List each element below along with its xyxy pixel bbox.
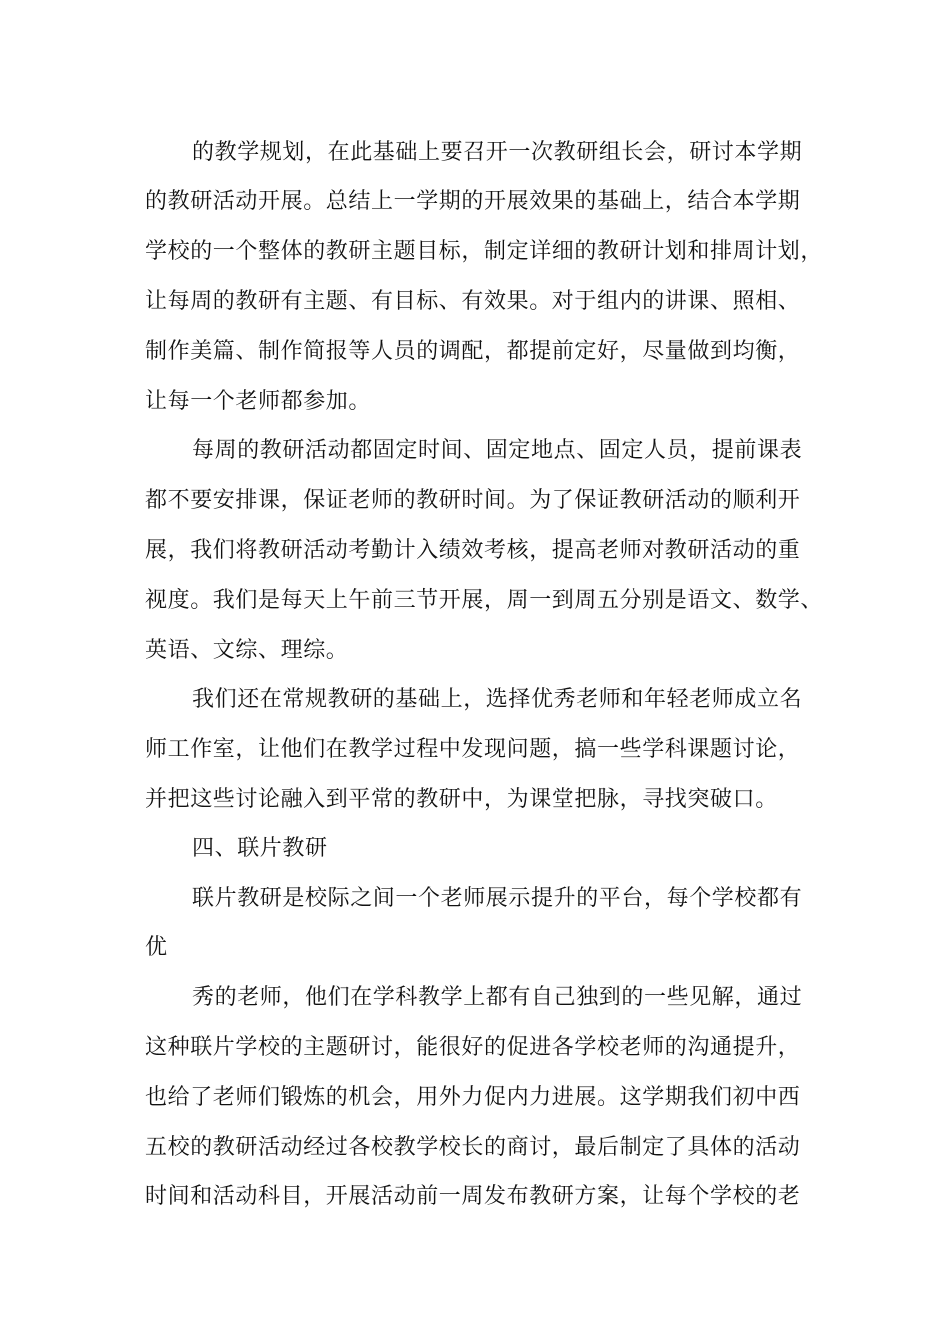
text-line: 视度。我们是每天上午前三节开展，周一到周五分别是语文、数学、 — [145, 588, 824, 613]
text-line: 这种联片学校的主题研讨，能很好的促进各学校老师的沟通提升， — [145, 1035, 801, 1060]
text-line: 时间和活动科目，开展活动前一周发布教研方案，让每个学校的老 — [145, 1184, 801, 1209]
text-line: 师工作室，让他们在教学过程中发现问题，搞一些学科课题讨论， — [145, 737, 801, 762]
text-line: 英语、文综、理综。 — [145, 638, 349, 663]
section-heading: 四、联片教研 — [192, 836, 328, 861]
text-line: 五校的教研活动经过各校教学校长的商讨，最后制定了具体的活动 — [145, 1135, 801, 1160]
text-line: 秀的老师，他们在学科教学上都有自己独到的一些见解，通过 — [192, 985, 803, 1010]
text-line: 联片教研是校际之间一个老师展示提升的平台，每个学校都有 — [192, 886, 803, 911]
text-line: 每周的教研活动都固定时间、固定地点、固定人员，提前课表 — [192, 438, 803, 463]
text-line: 都不要安排课，保证老师的教研时间。为了保证教研活动的顺利开 — [145, 488, 801, 513]
text-line: 的教学规划，在此基础上要召开一次教研组长会，研讨本学期 — [192, 140, 803, 165]
text-line: 制作美篇、制作简报等人员的调配，都提前定好，尽量做到均衡， — [145, 339, 801, 364]
text-line: 让每一个老师都参加。 — [145, 389, 372, 414]
text-line: 也给了老师们锻炼的机会，用外力促内力进展。这学期我们初中西 — [145, 1085, 801, 1110]
text-line: 我们还在常规教研的基础上，选择优秀老师和年轻老师成立名 — [192, 687, 803, 712]
text-line: 并把这些讨论融入到平常的教研中，为课堂把脉，寻找突破口。 — [145, 787, 778, 812]
text-line: 优 — [145, 935, 168, 960]
text-line: 的教研活动开展。总结上一学期的开展效果的基础上，结合本学期 — [145, 189, 801, 214]
text-line: 学校的一个整体的教研主题目标，制定详细的教研计划和排周计划， — [145, 239, 824, 264]
text-line: 让每周的教研有主题、有目标、有效果。对于组内的讲课、照相、 — [145, 289, 801, 314]
text-line: 展，我们将教研活动考勤计入绩效考核，提高老师对教研活动的重 — [145, 538, 801, 563]
